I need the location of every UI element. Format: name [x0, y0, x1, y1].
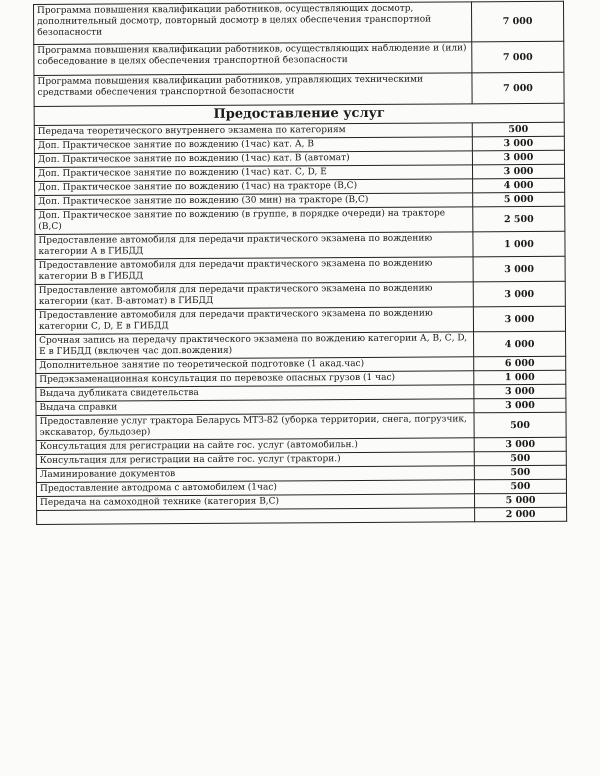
table-row [34, 72, 564, 106]
price-cell: 2 000 [475, 507, 567, 522]
service-cell: Доп. Практическое занятие по вождению (1час) кат. В (автомат) [34, 151, 472, 168]
service-cell [37, 508, 475, 525]
price-cell: 3 000 [472, 136, 564, 151]
table-row [35, 231, 565, 259]
price-cell: 3 000 [474, 398, 566, 413]
service-cell: Предоставление автомобиля для передачи практического экзамена по вождению категории А в ГИБДД [35, 232, 473, 260]
service-cell: Консультация для регистрации на сайте гос. услуг (трактори.) [36, 452, 474, 469]
price-cell: 1 000 [474, 370, 566, 385]
price-cell: 3 000 [474, 437, 566, 452]
service-cell: Консультация для регистрации на сайте гос. услуг (автомобильн.) [36, 438, 474, 455]
service-cell: Выдача дубликата свидетельства [36, 385, 474, 402]
service-cell: Доп. Практическое занятие по вождению (1час) кат. С, D, Е [34, 165, 472, 182]
service-cell: Передача на самоходной технике (категория В,С) [37, 494, 475, 511]
table-row [35, 206, 565, 234]
service-cell: Срочная запись на передачу практического экзамена по вождению категории А, В, С, D, Е в ГИБДД (включен час доп.вождения) [36, 332, 474, 360]
service-cell: Доп. Практическое занятие по вождению (30 мин) на тракторе (В,С) [35, 193, 473, 210]
service-cell: Предоставление автомобиля для передачи практического экзамена по вождению категории (кат. В-автомат) в ГИБДД [35, 282, 473, 310]
table-row [34, 41, 564, 75]
price-cell: 500 [472, 122, 564, 137]
price-cell: 500 [474, 412, 566, 438]
service-cell: Предоставление услуг трактора Беларусь МТЗ-82 (уборка территории, снега, погрузчик, экскаватор, бульдозер) [36, 413, 474, 441]
price-cell: 7 000 [472, 72, 564, 104]
service-cell: Программа повышения квалификации работников, управляющих техническими средствами обеспечения транспортной безопасности [34, 73, 472, 107]
service-cell: Ламинирование документов [36, 466, 474, 483]
price-table [33, 1, 567, 525]
service-cell: Выдача справки [36, 399, 474, 416]
service-cell: Доп. Практическое занятие по вождению (1час) на тракторе (В,С) [35, 179, 473, 196]
price-cell: 2 500 [473, 206, 565, 232]
table-row [36, 412, 566, 440]
price-cell: 3 000 [473, 281, 565, 307]
price-cell: 7 000 [472, 41, 564, 73]
table-row [35, 281, 565, 309]
service-cell: Дополнительное занятие по теоретической подготовке (1 акад.час) [36, 357, 474, 374]
section-title: Предоставление услуг [34, 103, 564, 125]
table-row [35, 256, 565, 284]
table-row [36, 331, 566, 359]
service-cell: Программа повышения квалификации работников, осуществляющих досмотр, дополнительный досмотр, повторный досмотр в целях обеспечения транспортной безопасности [34, 2, 472, 45]
price-cell: 7 000 [471, 1, 563, 42]
price-cell: 5 000 [473, 192, 565, 207]
price-cell: 1 000 [473, 231, 565, 257]
service-cell: Предэкзаменационная консультация по перевозке опасных грузов (1 час) [36, 371, 474, 388]
price-cell: 3 000 [473, 306, 565, 332]
price-table-body [34, 1, 567, 524]
price-cell: 5 000 [475, 493, 567, 508]
service-cell: Передача теоретического внутреннего экзамена по категориям [34, 123, 472, 140]
price-cell: 500 [474, 465, 566, 480]
price-cell: 4 000 [474, 331, 566, 357]
service-cell: Предоставление автомобиля для передачи практического экзамена по вождению категории С, D, Е в ГИБДД [35, 307, 473, 335]
price-cell: 500 [474, 479, 566, 494]
service-cell: Предоставление автодрома с автомобилем (1час) [36, 480, 474, 497]
service-cell: Предоставление автомобиля для передачи практического экзамена по вождению категории В в ГИБДД [35, 257, 473, 285]
service-cell: Доп. Практическое занятие по вождению (1час) кат. А, В [34, 137, 472, 154]
price-cell: 3 000 [473, 256, 565, 282]
service-cell: Программа повышения квалификации работников, осуществляющих наблюдение и (или) собеседование в целях обеспечения транспортной безопасности [34, 42, 472, 76]
price-cell: 3 000 [472, 150, 564, 165]
table-row [35, 306, 565, 334]
service-cell: Доп. Практическое занятие по вождению (в группе, в порядке очереди) на тракторе (В,С) [35, 207, 473, 235]
table-row [34, 1, 564, 44]
price-cell: 6 000 [474, 356, 566, 371]
price-cell: 500 [474, 451, 566, 466]
table-row [37, 507, 567, 524]
price-cell: 3 000 [474, 384, 566, 399]
price-cell: 3 000 [472, 164, 564, 179]
price-cell: 4 000 [473, 178, 565, 193]
